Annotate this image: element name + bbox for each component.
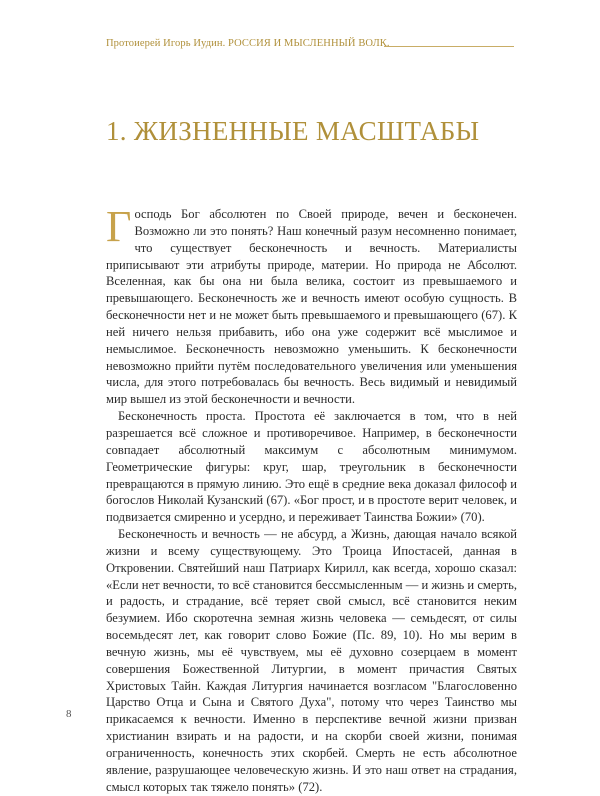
paragraph-2: Бесконечность проста. Простота её заключается в том, что в ней разрешается всё сложное и противоречивое. Например, в бесконечности совпадает абсолютный максимум с абсолютным минимумом. Геометрические фигуры: круг, шар, треугольник в бесконечности превращаются в прямую линию. Это ещё в средние века доказал философ и богослов Николай Кузанский (67). «Бог прост, и в простоте верит человек, и подвизается смиренно и усердно, и переживает Таинства Божии» (70). <box>106 409 517 525</box>
drop-cap: Г <box>106 202 132 251</box>
paragraph-1 <box>106 202 517 408</box>
body-text <box>106 202 517 796</box>
paragraph-1-text: осподь Бог абсолютен по Своей природе, вечен и бесконечен. Возможно ли это понять? Наш конечный разум несомненно понимает, что существует бесконечность и вечность. Материалисты приписывают эти атрибуты природе, материи. Но природа не Абсолют. Вселенная, как бы она ни была велика, состоит из превышаемого и превышающего. Бесконечность же и вечность имеют особую сущность. В бесконечности нет и не может быть превышаемого и превышающего (67). К ней ничего нельзя прибавить, ибо она уже содержит всё мыслимое и немыслимое. Бесконечность невозможно уменьшить. К бесконечности невозможно прийти путём последовательного увеличения или уменьшения числа, для этого потребовалась бы вечность. Весь видимый и невидимый мир вышел из этой бесконечности и вечности. <box>106 207 517 407</box>
paragraph-3: Бесконечность и вечность — не абсурд, а Жизнь, дающая начало всякой жизни и всему существующему. Это Троица Ипостасей, данная в Откровении. Святейший наш Патриарх Кирилл, как всегда, хорошо сказал: «Если нет вечности, то всё становится бессмысленным — и жизнь и смерть, и радость, и страдание, всё теряет свой смысл, всё становится неким безумием. Ибо скоротечна земная жизнь человека — семьдесят, от силы восемьдесят лет, как говорит слово Божие (Пс. 89, 10). Но мы верим в вечную жизнь, мы её чувствуем, мы её духовно созерцаем в момент совершения Божественной Литургии, в момент причастия Святых Христовых Тайн. Каждая Литургия начинается возгласом "Благословенно Царство Отца и Сына и Святого Духа", потому что через Таинство мы прикасаемся к вечности. Именно в перспективе вечной жизни призван христианин взирать и на радости, и на скорби своей жизни, понимая ограниченность, конечность этих скорбей. Смерть не есть абсолютное явление, разрушающее человеческую жизнь. И это наш ответ на страдания, смысл которых так тяжело понять» (72). <box>106 527 517 794</box>
header-rule <box>384 46 514 47</box>
page-number: 8 <box>66 708 72 720</box>
running-header: Протоиерей Игорь Иудин. РОССИЯ И МЫСЛЕННЫЙ ВОЛК. <box>106 38 390 49</box>
chapter-title: 1. ЖИЗНЕННЫЕ МАСШТАБЫ <box>106 116 480 146</box>
